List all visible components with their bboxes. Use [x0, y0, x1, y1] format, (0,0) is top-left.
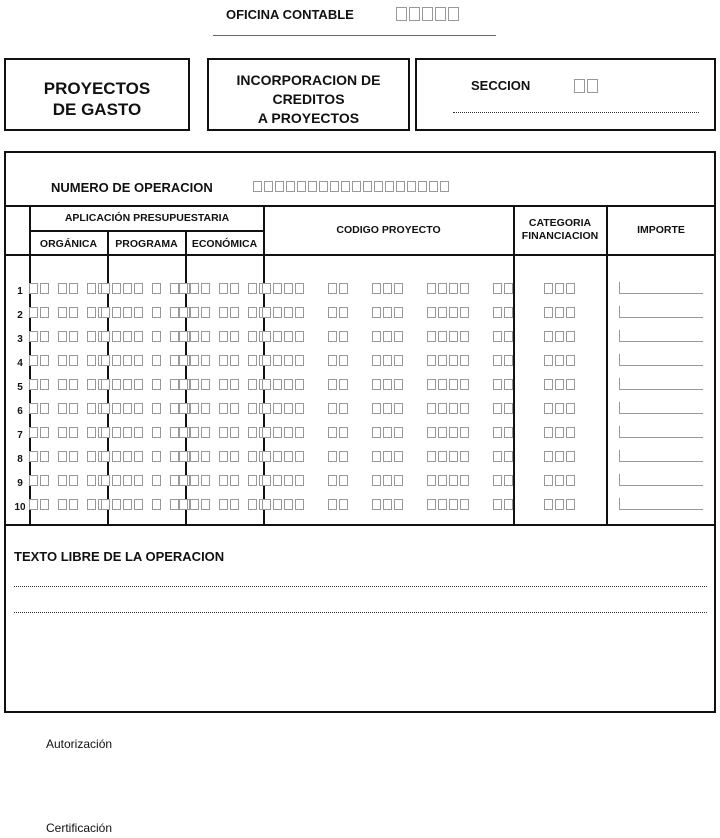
- oficina-contable-underline: [213, 35, 496, 36]
- importe-field[interactable]: [619, 402, 703, 414]
- header-bottom-line: [5, 254, 715, 256]
- numero-operacion-boxes[interactable]: [253, 178, 451, 196]
- seccion-dotted-line: [453, 112, 699, 113]
- importe-header: IMPORTE: [637, 224, 685, 236]
- oficina-contable-label: OFICINA CONTABLE: [226, 7, 354, 22]
- codigo-proyecto-cells[interactable]: [264, 401, 513, 417]
- economica-cells[interactable]: [186, 377, 263, 393]
- economica-cells[interactable]: [186, 473, 263, 489]
- codigo-proyecto-cells[interactable]: [264, 473, 513, 489]
- categoria-line2: FINANCIACION: [521, 230, 599, 242]
- row-number-5: 5: [17, 382, 23, 393]
- economica-cells[interactable]: [186, 497, 263, 513]
- organica-cells[interactable]: [30, 377, 107, 393]
- programa-cells[interactable]: [108, 353, 185, 369]
- programa-header: PROGRAMA: [115, 238, 178, 250]
- economica-header: ECONÓMICA: [191, 238, 258, 250]
- organica-cells[interactable]: [30, 329, 107, 345]
- categoria-cells[interactable]: [514, 497, 606, 513]
- economica-cells[interactable]: [186, 329, 263, 345]
- importe-field[interactable]: [619, 474, 703, 486]
- table-top-line: [5, 205, 715, 207]
- row-number-3: 3: [17, 334, 23, 345]
- col-line-categoria: [606, 205, 608, 525]
- numero-operacion-label: NUMERO DE OPERACION: [51, 180, 213, 195]
- seccion-label: SECCION: [471, 78, 531, 93]
- aplicacion-presupuestaria-header: APLICACIÓN PRESUPUESTARIA: [64, 212, 230, 224]
- organica-cells[interactable]: [30, 425, 107, 441]
- organica-cells[interactable]: [30, 281, 107, 297]
- economica-cells[interactable]: [186, 281, 263, 297]
- economica-cells[interactable]: [186, 305, 263, 321]
- economica-cells[interactable]: [186, 449, 263, 465]
- codigo-proyecto-cells[interactable]: [264, 497, 513, 513]
- categoria-line1: CATEGORIA: [528, 217, 592, 229]
- row-number-10: 10: [14, 502, 26, 513]
- certificacion-label: Certificación: [46, 821, 113, 835]
- categoria-cells[interactable]: [514, 281, 606, 297]
- importe-field[interactable]: [619, 426, 703, 438]
- organica-cells[interactable]: [30, 401, 107, 417]
- categoria-cells[interactable]: [514, 449, 606, 465]
- seccion-boxes[interactable]: [574, 77, 600, 95]
- organica-cells[interactable]: [30, 473, 107, 489]
- categoria-cells[interactable]: [514, 377, 606, 393]
- texto-libre-top-line: [5, 525, 715, 526]
- incorporacion-line1: INCORPORACION DE: [236, 72, 381, 88]
- programa-cells[interactable]: [108, 449, 185, 465]
- incorporacion-box: [207, 58, 410, 131]
- codigo-proyecto-header: CODIGO PROYECTO: [336, 224, 441, 236]
- importe-field[interactable]: [619, 330, 703, 342]
- organica-header: ORGÁNICA: [39, 238, 98, 250]
- codigo-proyecto-cells[interactable]: [264, 425, 513, 441]
- categoria-cells[interactable]: [514, 425, 606, 441]
- codigo-proyecto-cells[interactable]: [264, 377, 513, 393]
- row-number-1: 1: [17, 286, 23, 297]
- texto-libre-line-2[interactable]: [14, 612, 707, 613]
- programa-cells[interactable]: [108, 473, 185, 489]
- row-number-8: 8: [17, 454, 23, 465]
- texto-libre-line-1[interactable]: [14, 586, 707, 587]
- programa-cells[interactable]: [108, 497, 185, 513]
- incorporacion-line2: CREDITOS: [272, 91, 345, 107]
- importe-field[interactable]: [619, 354, 703, 366]
- codigo-proyecto-cells[interactable]: [264, 449, 513, 465]
- organica-cells[interactable]: [30, 305, 107, 321]
- organica-cells[interactable]: [30, 497, 107, 513]
- codigo-proyecto-cells[interactable]: [264, 281, 513, 297]
- codigo-proyecto-cells[interactable]: [264, 305, 513, 321]
- incorporacion-line3: A PROYECTOS: [257, 110, 360, 126]
- autorizacion-label: Autorización: [46, 737, 113, 751]
- codigo-proyecto-cells[interactable]: [264, 329, 513, 345]
- categoria-cells[interactable]: [514, 473, 606, 489]
- texto-libre-label: TEXTO LIBRE DE LA OPERACION: [14, 549, 225, 564]
- organica-cells[interactable]: [30, 449, 107, 465]
- importe-field[interactable]: [619, 306, 703, 318]
- importe-field[interactable]: [619, 282, 703, 294]
- importe-field[interactable]: [619, 378, 703, 390]
- economica-cells[interactable]: [186, 353, 263, 369]
- categoria-financiacion-header: [514, 217, 606, 243]
- proyectos-title-line2: DE GASTO: [52, 100, 142, 119]
- importe-field[interactable]: [619, 450, 703, 462]
- categoria-cells[interactable]: [514, 401, 606, 417]
- oficina-contable-boxes[interactable]: [396, 5, 461, 23]
- codigo-proyecto-cells[interactable]: [264, 353, 513, 369]
- importe-field[interactable]: [619, 498, 703, 510]
- economica-cells[interactable]: [186, 425, 263, 441]
- programa-cells[interactable]: [108, 305, 185, 321]
- programa-cells[interactable]: [108, 425, 185, 441]
- row-number-9: 9: [17, 478, 23, 489]
- economica-cells[interactable]: [186, 401, 263, 417]
- proyectos-title-line1: PROYECTOS: [43, 79, 151, 98]
- row-number-7: 7: [17, 430, 23, 441]
- categoria-cells[interactable]: [514, 329, 606, 345]
- programa-cells[interactable]: [108, 281, 185, 297]
- seccion-box: [415, 58, 716, 131]
- row-number-4: 4: [17, 358, 23, 369]
- row-number-2: 2: [17, 310, 23, 321]
- programa-cells[interactable]: [108, 377, 185, 393]
- proyectos-de-gasto-box: [4, 58, 190, 131]
- aplicacion-sub-line: [30, 230, 264, 232]
- programa-cells[interactable]: [108, 329, 185, 345]
- organica-cells[interactable]: [30, 353, 107, 369]
- programa-cells[interactable]: [108, 401, 185, 417]
- row-number-6: 6: [17, 406, 23, 417]
- categoria-cells[interactable]: [514, 353, 606, 369]
- categoria-cells[interactable]: [514, 305, 606, 321]
